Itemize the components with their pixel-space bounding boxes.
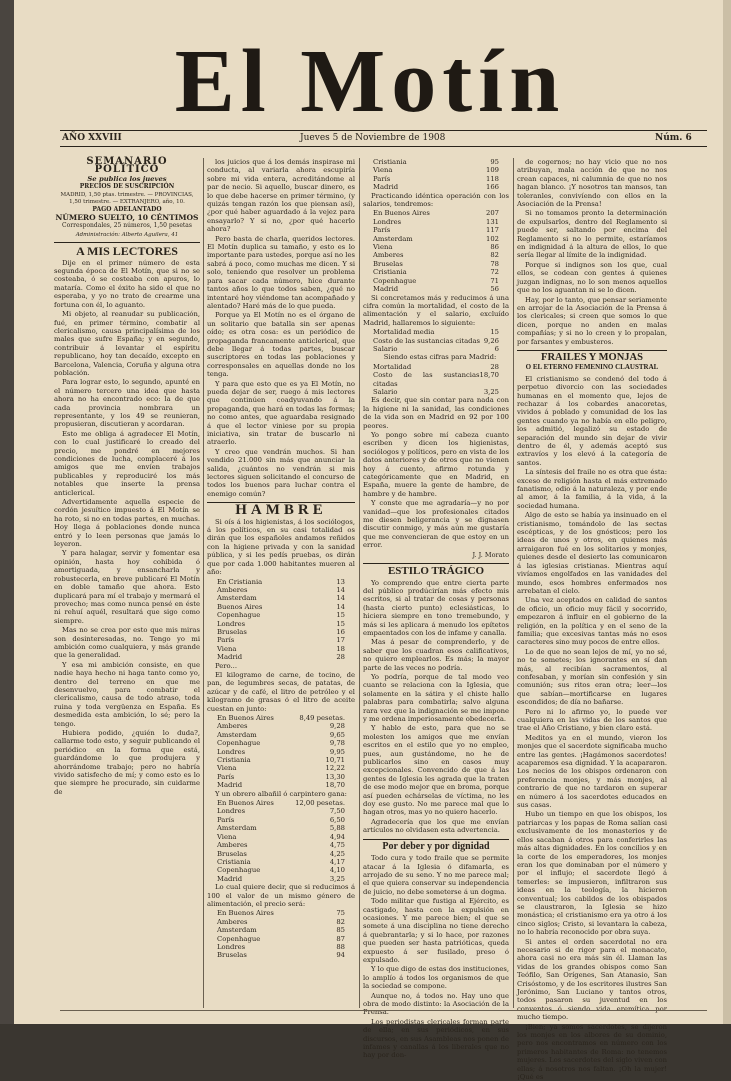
mortality-value: 16 (336, 627, 345, 636)
salary-value: 12,00 pesetas. (295, 799, 345, 808)
price-index-label: Amsterdam (217, 926, 257, 935)
mortality-row (207, 586, 355, 594)
food-cost-value: 10,71 (325, 756, 345, 765)
salary-index-value: 117 (486, 226, 499, 235)
food-cost-label: Madrid (217, 781, 243, 790)
column-divider (359, 158, 360, 1008)
summary-label: Mortalidad media (373, 328, 435, 337)
summary-label: Costo de las sustancias citadas (373, 336, 481, 345)
food-cost-value: 12,22 (325, 764, 345, 773)
salary-row (207, 799, 355, 807)
madrid-intro: Siendo estas cifras para Madrid: (383, 353, 497, 362)
price-index-row (207, 918, 355, 926)
salary-table (207, 799, 355, 883)
price-index-value: 85 (336, 926, 345, 935)
price-index-row (207, 909, 355, 917)
edition-date: Jueves 5 de Noviembre de 1908 (300, 133, 446, 143)
price-index-label: París (373, 174, 391, 183)
madrid-row (363, 363, 509, 371)
mortality-table (207, 578, 355, 662)
salary-row (207, 841, 355, 849)
salary-index-row (363, 209, 509, 217)
salary-value: 4,75 (329, 841, 345, 850)
heading-frailes-y-monjas: FRAILES Y MONJAS (517, 350, 667, 362)
column-divider (513, 158, 514, 1008)
mortality-label: Amsterdam (217, 594, 257, 603)
hambre-kilo: El kilogramo de carne, de tocino, de pan, de legumbres secas, de patatas, de azúcar y de café, el litro de petróleo y el kilogramo de grasas ó el litro de aceite cuestan en junto: (207, 670, 355, 713)
salary-index-value: 71 (490, 276, 499, 285)
salary-label: Copenhague (217, 866, 261, 875)
price-index-row (363, 175, 509, 183)
mortality-label: Copenhague (217, 611, 261, 620)
mortality-row (207, 628, 355, 636)
price-index-value: 94 (336, 951, 345, 960)
price-index-row (207, 951, 355, 959)
price-index-label: Madrid (373, 183, 399, 192)
mortality-row (207, 653, 355, 661)
salary-index-label: Cristiania (373, 268, 407, 277)
mortality-row (207, 578, 355, 586)
deber-paragraph: Todo cura y todo fraile que se permite atacar á la Iglesia ó difamarla, es arrojado de su seno. Y no me parece mal; el que quiera conservar su independencia de juicio, no debe someterse á un dogma. (363, 854, 509, 896)
hambre-conclusion: Es decir, que sin contar para nada con la higiene ni la sanidad, las condiciones de la vida son en Madrid en 92 por 100 peores. (363, 396, 509, 430)
salary-index-label: Viena (373, 243, 393, 252)
salary-index-label: Madrid (373, 285, 399, 294)
price-index-label: Viena (373, 166, 393, 175)
price-index-value: 88 (336, 942, 345, 951)
price-index-row (363, 166, 509, 174)
frailes-paragraph: La síntesis del fraile no es otra que ésta: exceso de religión hasta el más extremado fanatismo, odio á la naturaleza, y por ende al amor, á la familia, á la vida, á la sociedad humana. (517, 468, 667, 510)
salary-index-label: Amsterdam (373, 234, 413, 243)
lectores-paragraph: Para lograr esto, lo segundo, apunté en el número tercero una idea que hasta ahora no ha encontrado eco: la de que cada provincia nombrara un representante, y los 49 se reunieran, propusieran, discutieran y acordaran. (54, 378, 200, 429)
salary-label: Viena (217, 832, 237, 841)
mortality-label: Londres (217, 619, 246, 628)
mortality-label: En Cristiania (217, 577, 263, 586)
madrid-value: 3,25 (483, 387, 499, 396)
salary-index-value: 131 (486, 217, 499, 226)
deber-paragraph: Porque si indignos son los que, cual ellos, se codean con gentes á quienes juzgan indignas, no lo son menos aquellos que no los aguantan ni se lo dicen. (517, 260, 667, 295)
food-cost-label: Copenhague (217, 739, 261, 748)
mortality-value: 15 (336, 619, 345, 628)
price-index-value: 118 (486, 174, 499, 183)
subheading-eterno-femenino: O EL ETERNO FEMENINO CLAUSTRAL (525, 363, 659, 372)
article-frailes-y-monjas (517, 375, 667, 1081)
price-index-label: Cristiania (373, 158, 407, 166)
price-index-table (207, 909, 355, 959)
publication-days: Se publica los jueves (87, 174, 167, 183)
salary-index-row (363, 243, 509, 251)
mortality-value: 18 (336, 644, 345, 653)
food-cost-row (207, 773, 355, 781)
single-issue-price: NÚMERO SUELTO, 10 CÉNTIMOS (55, 213, 199, 223)
price-index-row (207, 926, 355, 934)
salary-value: 3,25 (329, 874, 345, 883)
binding-edge (0, 0, 14, 1024)
food-cost-row (207, 764, 355, 772)
salary-index-value: 72 (490, 268, 499, 277)
estilo-paragraph: Mas á pesar de comprenderlo, y de saber que los cuadran esos calificativos, no quiero emplearlos. Es más; la mayor parte de las veces no podría. (363, 638, 509, 672)
lectores-paragraph: Advertidamente aquella especie de cordón jesuítico impuesto á El Motín se ha roto, si no en todas partes, en muchas. Hoy llega á poblaciones donde nunca entró y lo leen personas que jamás lo leyeron. (54, 498, 200, 549)
salary-label: Amsterdam (217, 824, 257, 833)
deber-paragraph: Y lo que digo de estas dos instituciones, lo amplío á todos los organismos de que la sociedad se compone. (363, 965, 509, 991)
food-cost-table (207, 714, 355, 790)
deber-paragraph: Todo militar que fustiga al Ejército, es castigado, hasta con la expulsión en ocasiones. Y me parece bien; el que se somete á una disciplina no tiene derecho á quebrantarla; y si lo hace, por razones que pueden ser hasta patrióticas, queda expuesto á ser fusilado, preso ó expulsado. (363, 897, 509, 964)
salary-index-label: En Buenos Aires (373, 209, 430, 218)
frailes-paragraph: Una vez aceptados en calidad de santos de oficio, un oficio muy fácil y socorrido, empezaron á influir en el gobierno de la religión, en la política y en el seno de la familia; que excesivas tantas más no esos caracteres sino muy pocos de entre ellos. (517, 596, 667, 647)
salary-index-row (363, 268, 509, 276)
food-cost-row (207, 756, 355, 764)
estilo-paragraph: Y hablo de esto, para que no se molesten los amigos que me envían escritos en el estilo que yo no empleo, pues, aun gustándome, no he de publicarlos sino en casos muy excepcionales. Convencido de que á las gentes de Iglesia les agrada que la traten de ese modo mejor que en broma, porque así pueden echárselas de víctima, no les doy ese gusto. No me parece mal que lo hagan otros, mas yo no quiero hacerlo. (363, 724, 509, 817)
madrid-label: Salario (373, 387, 398, 396)
prices-title: PRECIOS DE SUSCRIPCIÓN (79, 183, 175, 191)
lectores-paragraph: los juicios que á los demás inspirase mi conducta, al variarla ahora escupiría sobre mi vida entera, acreditándome al par de necio. Si aquello, buscar dinero, es lo que debe hacerse en primer término, (y quizás tengan razón los que piensan así), ¿por qué haber aguardado á la vejez para ensayarlo? Y si no, ¿por qué hacerlo ahora? (207, 158, 355, 234)
salary-index-label: Londres (373, 217, 402, 226)
frailes-paragraph: Algo de esto se había ya insinuado en el cristianismo, tomándolo de las sectas escépticas, y de los gnósticos; pero los ideas de unos y otros, en quienes más arraigaron fué en los solitarios y monjes, quienes desde el desierto las comunicaron á las iglesias cristianas. Mientras aquí vivíamos engolfados en las vanidades del mundo, esos hombres enfermados nos arrebatan el cielo. (517, 511, 667, 595)
mortality-label: Bruselas (217, 627, 247, 636)
salary-index-label: Amberes (373, 251, 404, 260)
salary-value: 6,50 (329, 815, 345, 824)
summary-label: Salario (373, 344, 398, 353)
mortality-label: Viena (217, 644, 237, 653)
salary-value: 4,17 (329, 857, 345, 866)
salary-label: Londres (217, 807, 246, 816)
column-1 (54, 158, 200, 1008)
price-index-value: 166 (486, 183, 499, 192)
price-index-row (363, 183, 509, 191)
madrid-row (363, 388, 509, 396)
mortality-value: 13 (336, 577, 345, 586)
lectores-paragraph: Y para que esto que es ya El Motín, no pueda dejar de ser, ruego á mis lectores que continúen coadyuvando á la propaganda, que hará en todas las formas; no como antes, que aguardaba resignado á que el lector viniese por su propia iniciativa, sin tratar de buscarlo ni atraerlo. (207, 379, 355, 447)
food-cost-value: 13,30 (325, 772, 345, 781)
lectores-paragraph: Hubiera podido, ¿quién lo duda?, callarme todo esto, y seguir publicando el periódico en la forma que está, guardándome lo que produjera y ahorrándome trabajo; pero no habría vivido satisfecho de mí; y como esto es lo que siempre he procurado, sin cuidarme de (54, 729, 200, 796)
price-index-label: Bruselas (217, 951, 247, 960)
price-index-label: En Buenos Aires (217, 909, 274, 918)
article-a-mis-lectores (54, 259, 200, 797)
page-edge (723, 0, 731, 1024)
mortality-value: 28 (336, 653, 345, 662)
mortality-row (207, 636, 355, 644)
madrid-table (363, 363, 509, 397)
summary-table (363, 328, 509, 353)
lectores-paragraph: Mas no se crea por esto que mis miras son desinteresadas, no. Tengo yo mi ambición como cualquiera, y más grande que la generalidad. (54, 626, 200, 660)
heading-hambre: HAMBRE (207, 502, 355, 514)
frailes-paragraph: Hubo un tiempo en que los obispos, los patriarcas y los papas de Roma salían casi exclusivamente de los monasterios y de ellos sacaban á otros para conferirles las más altas dignidades. En los concilios y en la corte de los emperadores, los monjes eran los que dominaban por el número y por el influjo; el sacerdote llegó á temerles: se impusieron, infiltraron sus ideas en la teología, la hicieron conventual; los cabildos de los obispados se claustraron, la Iglesia se hizo monástica; el cristianismo era ya otro á los cinco siglos; Cristo, si levantara la cabeza, no lo habría reconocido por obra suya. (517, 810, 667, 937)
price-index-value: 109 (486, 166, 499, 175)
price-index-label: Copenhague (217, 934, 261, 943)
frailes-paragraph: Pero ni lo afirmo yo, lo puede ver cualquiera en las vidas de los santos que trae el Año Cristiano, y bien claro está. (517, 707, 667, 733)
price-index-table-cont (363, 158, 509, 192)
madrid-label: Costo de las sustancias citadas (373, 371, 480, 388)
salary-row (207, 850, 355, 858)
summary-value: 9,26 (483, 336, 499, 345)
food-cost-label: Amsterdam (217, 730, 257, 739)
food-cost-label: Londres (217, 747, 246, 756)
column-2 (207, 158, 355, 1008)
mortality-row (207, 620, 355, 628)
salary-index-label: Copenhague (373, 276, 417, 285)
food-cost-value: 9,28 (329, 722, 345, 731)
salary-index-row (363, 277, 509, 285)
subscription-box (54, 158, 200, 243)
lectores-paragraph: Y para halagar, servir y fomentar esa opinión, hasta hoy cohibida ó amortiguada, y ensancharla y robustecerla, en breve publicaré El Motín en doble tamaño que ahora. Esto duplicará para mí el trabajo y mermará el provecho; mas como nunca pensé en éste ni rehuí aquél, resultará que sigo como siempre. (54, 549, 200, 625)
food-cost-value: 9,78 (329, 739, 345, 748)
summary-value: 15 (490, 328, 499, 337)
subscription-rates: MADRID, 1,50 ptas. trimestre. — PROVINCIAS, 1,50 trimestre. — EXTRANJERO, año, 10. (60, 191, 194, 205)
salary-row (207, 816, 355, 824)
mortality-row (207, 611, 355, 619)
food-cost-value: 9,65 (329, 730, 345, 739)
column-divider (203, 158, 204, 1008)
lectores-paragraph: Pero basta de charla, queridos lectores. El Motín duplica su tamaño, y esto es lo importante para ustedes, porque así no les sabrá á poco, como muchas me dicen. Y si solo, teniendo que resolver un problema para sacar cada número, hice durante tantos años lo que todos saben, ¿qué no intentaré hoy viéndome tan acompañado y alentado? Haré más de lo que pueda. (207, 234, 355, 310)
frailes-paragraph: Lo de que no sean lejos de mí, yo no sé, no te sometes; los ignorantes en sí dan más, al recibían sacramentos, al confesaban, y morían sin confesión y sin comunión; sus ritos eran otra; leer—los que sabían—mortificarse en lugares escondidos; de día no bañarse. (517, 647, 667, 707)
lectores-paragraph: Porque ya El Motín no es el órgano de un solitario que batalla sin ser apenas oído; es otra cosa: es un periódico de propaganda francamente anticlerical, que debe llegar á todas partes, buscar suscriptores en todas las poblaciones y corresponsales en aquellas donde no los tenga. (207, 311, 355, 379)
concrete-text: Si concretamos más y reducimos á una cifra común la mortalidad, el costo de la alimentación y el salario, excluído Madrid, hallaremos lo siguiente: (363, 293, 509, 327)
summary-row (363, 337, 509, 345)
heading-por-deber: Por deber y por dignidad (363, 839, 509, 851)
payment-note: PAGO ADELANTADO (92, 205, 162, 213)
salary-label: Bruselas (217, 849, 247, 858)
salary-label: París (217, 815, 235, 824)
food-cost-label: Cristiania (217, 756, 251, 765)
mortality-value: 17 (336, 636, 345, 645)
salary-row (207, 824, 355, 832)
heading-a-mis-lectores: A MIS LECTORES (76, 244, 178, 259)
hambre-pongo: Yo pongo sobre mí cabeza cuanto escriben y dicen los higienistas, sociólogos y políticos, pero en vista de los datos anteriores y de otros que no vienen hoy á cuento, afirmo rotunda y categóricamente que en Madrid, en España, muere la gente de hambre, de hambre y de hambre. (363, 431, 509, 498)
salary-value: 7,50 (329, 807, 345, 816)
food-cost-row (207, 781, 355, 789)
salary-index-row (363, 260, 509, 268)
frailes-paragraph: ¡Bien; ya somos sacerdotes, se dijeron los monjes en los albores de su dominio, pero nos encontramos en número con los primeros habitantes de Roma: no tenemos mujeres. Los sacerdotes del siglo viven con ellas; á nosotros nos faltan. ¡Oh la mujer! ¡Qué es (517, 1022, 667, 1081)
estilo-paragraph: Yo podría, porque de tal modo veo cuanto se relaciona con la Iglesia, que solamente en la sátira y el chiste hallo palabras para combatirla; salvo alguna rara vez que la indignación se me impone y me ordena imperiosamente obedecerla. (363, 672, 509, 723)
index-intro: Lo cual quiere decir, que si reducimos á 100 el valor de un mismo género de alimentación, el precio será: (207, 883, 355, 908)
salary-row (207, 858, 355, 866)
salary-label: Amberes (217, 841, 248, 850)
signature-morato: J. J. Morato (472, 550, 509, 559)
mortality-value: 14 (336, 602, 345, 611)
madrid-row (363, 371, 509, 388)
column-4 (517, 158, 667, 1081)
back-issues-price: Correspondales, 25 números, 1,50 pesetas (62, 222, 192, 230)
frailes-paragraph: Meditos ya en el mundo, vieron los monjes que el sacerdote significaba mucho entre las gentes. ¡Hagámonos sacerdotes! acaparemos esa dignidad. Y la acapararon. Los necios de los obispos ordenaron con preferencia monjes, y más monjes, al contrario de que no tardaron en superar en número á los sacerdotes educados en sus casas. (517, 733, 667, 810)
summary-row (363, 345, 509, 353)
food-cost-row (207, 748, 355, 756)
mortality-label: Amberes (217, 585, 248, 594)
salary-index-intro: Practicando idéntica operación con los salarios, tendremos: (363, 191, 509, 209)
edition-year: AÑO XXVIII (62, 133, 122, 143)
hambre-pero: Pero... (215, 661, 237, 670)
food-cost-row (207, 739, 355, 747)
masthead-rule-top (60, 130, 707, 131)
deber-paragraph: Los periodistas clericales forman parte de ella; en sus periódicos, en sus discursos, en sus Asambleas nos ponen de infames y canallas á los liberales que no hay por don- (363, 1017, 509, 1060)
deber-paragraph: de cogernos; no hay vicio que no nos atribuyan, mala acción de que no nos crean capaces, ni calumnia de que no nos hagan blanco. ¡Y nosotros tan mansos, tan toleranles, convivíendo con ellos en la Asociación de la Prensa! (517, 158, 667, 209)
food-cost-row (207, 714, 355, 722)
salary-index-value: 56 (490, 285, 499, 294)
salary-value: 5,88 (329, 824, 345, 833)
food-cost-row (207, 731, 355, 739)
footer-rule (60, 1010, 707, 1011)
food-cost-label: Amberes (217, 722, 248, 731)
summary-value: 6 (494, 344, 499, 353)
mortality-value: 15 (336, 611, 345, 620)
article-estilo-tragico (363, 579, 509, 835)
estilo-paragraph: Yo comprendo que entre cierta parte del público prodúcirían más efecto mis escritos, si al tratar de cosas y personas (hasta cierto punto) eclesiásticas, lo hiciera siempre en tono tremebundo, y más si les aplicara á menudo los epítetos empaentados con los de infame y canalla. (363, 578, 509, 637)
article-a-mis-lectores-cont (207, 158, 355, 498)
salary-index-value: 86 (490, 243, 499, 252)
lectores-paragraph: Esto me obliga á agradecer El Motín, con lo cual justificaré lo creado del precio, me pondré en mejores condiciones de lucha, complaceré á los amigos que me envíen trabajos publicables y reproduciré los más notables que inserte la prensa anticlerical. (54, 429, 200, 497)
masthead-title: El Motín (174, 32, 566, 131)
mortality-row (207, 645, 355, 653)
salary-label: En Buenos Aires (217, 799, 274, 808)
madrid-value: 28 (490, 362, 499, 371)
deber-paragraph: Hay, por lo tanto, que pensar seriamente en arrojar de la Asociación de la Prensa á los clericales; si creen que somos lo que dicen, porque no anden en malas compañías; y si no lo creen y lo propalan, por farsantes y embusteros. (517, 295, 667, 346)
frailes-paragraph: Si antes el orden sacerdotal no era necesario si de rigor para el monacato, ahora casi no era más sin él. Llaman las vidas de los grandes obispos como San Teófilo, San Orígenes, San Atanasio, San Crisóstomo, y de los escritores ilustres San Jerónimo, San Luciano y tantos otros, todos pasaron su juventud en los conventos ó siendo vida eremítica por mucho tiempo. (517, 937, 667, 1022)
lectores-paragraph: Y esa mi ambición consiste, en que nadie haya hecho ni haga tanto como yo, dentro del terreno en que me desenvuelvo, para combatir el clericalismo, causa de todo atraso, toda ruina y toda vergüenza en España. Es desmedida esta ambición, lo sé; pero la tengo. (54, 660, 200, 728)
salary-index-row (363, 251, 509, 259)
salary-index-label: París (373, 226, 391, 235)
salary-index-value: 207 (486, 209, 499, 218)
weekly-title: SEMANARIO POLÍTICO (86, 156, 168, 176)
mortality-label: Buenos Aires (217, 602, 263, 611)
price-index-row (207, 943, 355, 951)
price-index-row (207, 935, 355, 943)
deber-paragraph: Si no tomamos pronto la determinación de expulsarlos, dentro del Reglamento si puede ser, saltando por encima del Reglamento si no lo permite, estaríamos en indignidad á la altura de ellos, lo que sería llegar al límite de la indignidad. (517, 209, 667, 260)
salary-index-value: 78 (490, 259, 499, 268)
column-3 (363, 158, 509, 1060)
salary-index-row (363, 285, 509, 293)
price-index-label: Amberes (217, 917, 248, 926)
food-cost-row (207, 722, 355, 730)
food-cost-label: En Buenos Aires (217, 714, 274, 722)
hambre-intro: Si oís á los higienistas, á los sociólogos, á los políticos, en su casi totalidad os dirán que los españoles andamos reñidos con la higiene privada y con la sanidad pública, y si les pedís pruebas, os dirán que por cada 1.000 habitantes mueren al año: (207, 517, 355, 577)
salary-row (207, 807, 355, 815)
estilo-paragraph: Agradecería que los que me envían artículos no olvidasen esta advertencia. (363, 817, 509, 835)
food-cost-value: 18,70 (325, 781, 345, 790)
price-index-value: 87 (336, 934, 345, 943)
lectores-paragraph: Mi objeto, al reanudar su publicación, fué, en primer término, combatir al clericalismo, causa principalísima de los males que sufre España; y en segundo, contribuir á levantar el espíritu republicano, hoy tan decaído, excepto en Barcelona, Valencia, Coruña y alguna otra población. (54, 310, 200, 377)
madrid-label: Mortalidad (373, 362, 412, 371)
salary-index-value: 102 (486, 234, 499, 243)
lectores-paragraph: Y creo que vendrán muchos. Si han vendido 21.000 sin más que anunciar la salida, ¿cuántos no vendrán si mis lectores siguen solicitando el concurso de todos los buenos para luchar contra el enemigo común? (207, 447, 355, 498)
mortality-label: París (217, 636, 235, 645)
edition-number: Núm. 6 (655, 133, 692, 143)
food-cost-value: 9,95 (329, 747, 345, 756)
mortality-label: Madrid (217, 653, 243, 662)
price-index-label: Londres (217, 942, 246, 951)
salary-index-value: 82 (490, 251, 499, 260)
salary-index-row (363, 218, 509, 226)
lectores-paragraph: Dije en el primer número de esta segunda época de El Motín, que si no se costeaba, ó se costeaba con apuros, lo mataría. Como el éxito ha sido el que no esperaba, y yo no trato de crearme una fortuna con él, lo aguanto. (54, 258, 200, 309)
food-cost-label: Viena (217, 764, 237, 773)
food-cost-value: 8,49 pesetas. (299, 714, 345, 722)
article-por-deber (363, 854, 509, 1060)
administration-address: Administración: Alberto Aguilera, 41 (75, 231, 179, 238)
frailes-paragraph: El cristianismo se condenó del todo á perpetuo divorcio con las sociedades humanas en el momento que, lejos de rechazar á los cobardes anacoretas, vividos á poblado y comunidad de los las gentes cuando ya no había en ello peligro, los admitió, legalizó su estado de separación del mundo sin dejar de vivir dentro de él, y además aceptó sus extravíos y los elevó á la categoría de santos. (517, 374, 667, 467)
deber-paragraph: Aunque no, á todos no. Hay uno que obra de modo distinto: la Asociación de la Prensa. (363, 991, 509, 1017)
price-index-value: 75 (336, 909, 345, 918)
mortality-row (207, 603, 355, 611)
salary-intro: Y un obrero albañil ó carpintero gana: (215, 789, 347, 798)
mortality-row (207, 594, 355, 602)
article-por-deber-cont (517, 158, 667, 346)
salary-row (207, 833, 355, 841)
masthead-rule-bottom (60, 146, 707, 147)
food-cost-label: París (217, 772, 235, 781)
salary-index-row (363, 226, 509, 234)
salary-value: 4,10 (329, 866, 345, 875)
salary-label: Madrid (217, 874, 243, 883)
salary-row (207, 875, 355, 883)
summary-row (363, 328, 509, 336)
mortality-value: 14 (336, 594, 345, 603)
salary-index-label: Bruselas (373, 259, 403, 268)
price-index-value: 95 (490, 158, 499, 166)
salary-label: Cristiania (217, 857, 251, 866)
price-index-row (363, 158, 509, 166)
mortality-value: 14 (336, 585, 345, 594)
price-index-value: 82 (336, 917, 345, 926)
salary-index-table (363, 209, 509, 293)
heading-estilo-tragico: ESTILO TRÁGICO (363, 563, 509, 575)
madrid-value: 18,70 (479, 371, 499, 380)
salary-value: 4,94 (329, 832, 345, 841)
hambre-conste: Y conste que me agradaría—y no por vanidad—que los profesionales citados me diesen beligerancia y se dignasen discutir conmigo, y más aún me gustaría que me convencieran de que estoy en un error. (363, 499, 509, 550)
salary-index-row (363, 235, 509, 243)
salary-row (207, 866, 355, 874)
salary-value: 4,25 (329, 849, 345, 858)
